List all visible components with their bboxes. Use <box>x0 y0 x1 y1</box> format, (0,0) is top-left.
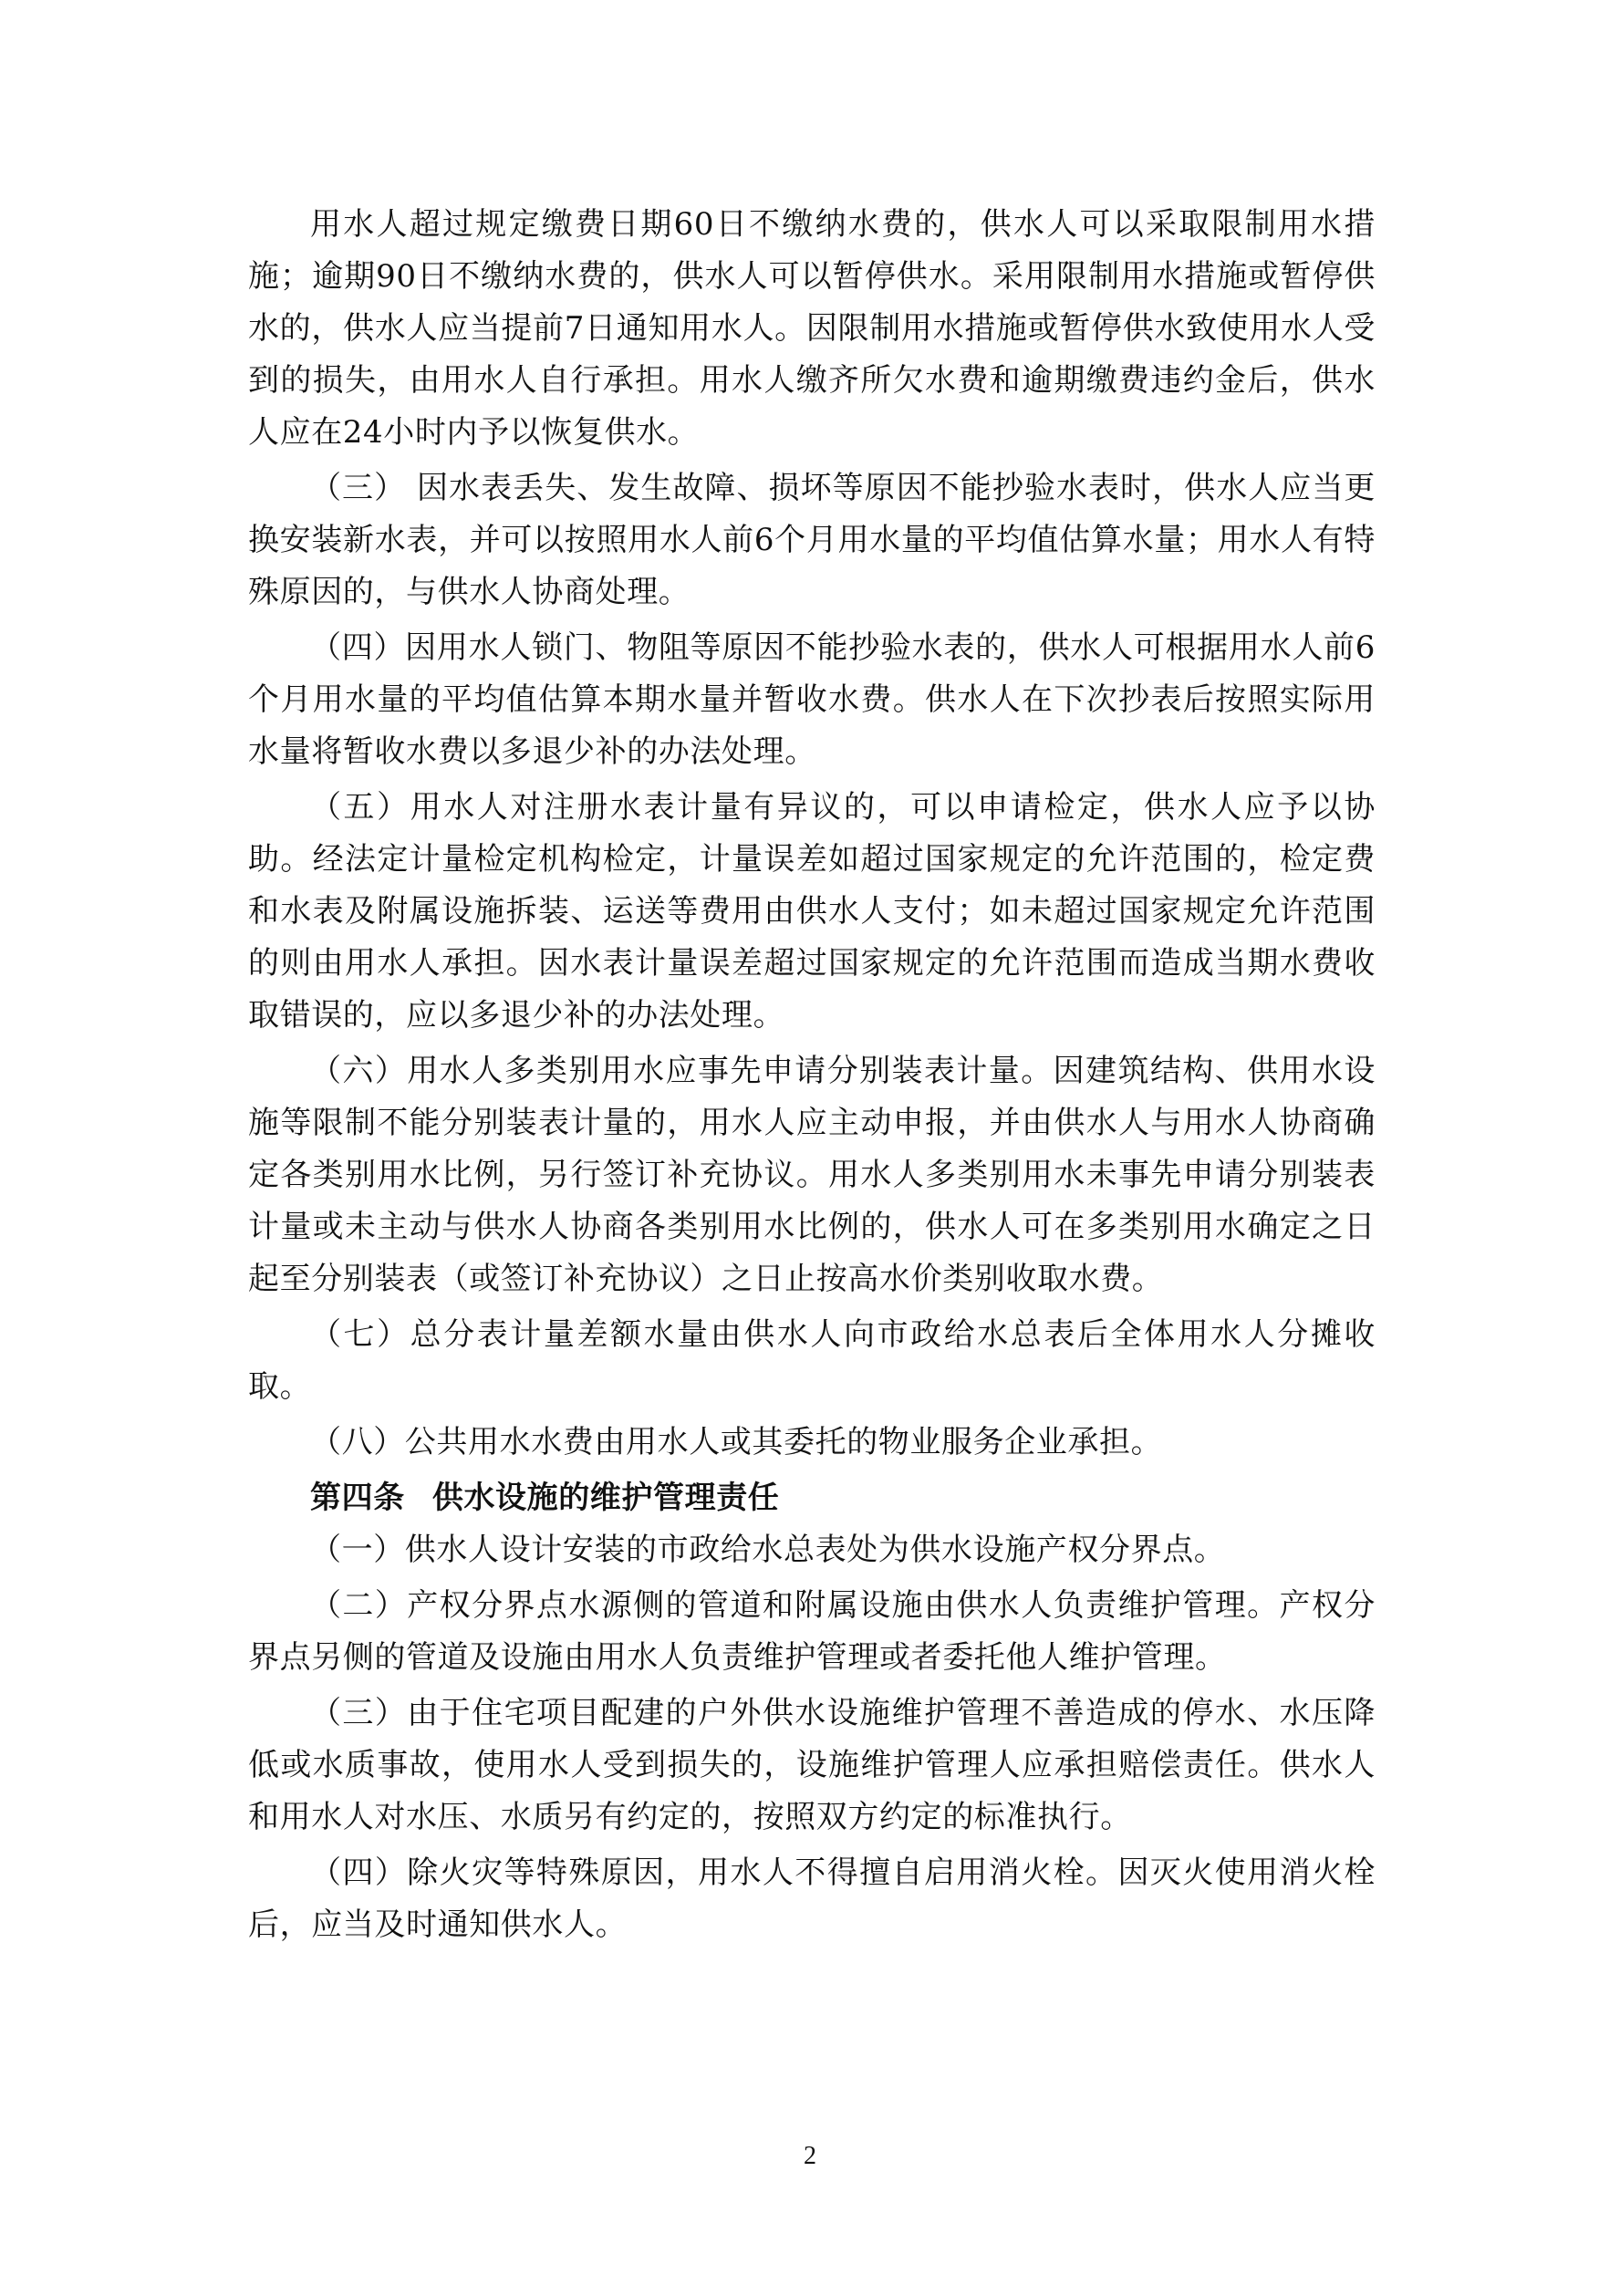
paragraph-clause-2-maintenance: （二）产权分界点水源侧的管道和附属设施由供水人负责维护管理。产权分界点另侧的管道及设施由用水人负责维护管理或者委托他人维护管理。 <box>248 1587 1376 1676</box>
article-title: 供水设施的维护管理责任 <box>431 1480 780 1516</box>
paragraph-clause-4-estimated-reading: （四）因用水人锁门、物阻等原因不能抄验水表的，供水人可根据用水人前6个月用水量的平均值估算本期水量并暂收水费。供水人在下次抄表后按照实际用水量将暂收水费以多退少补的办法处理。 <box>248 629 1376 770</box>
paragraph-clause-3-meter-replacement: （三） 因水表丢失、发生故障、损坏等原因不能抄验水表时，供水人应当更换安装新水表，并可以按照用水人前6个月用水量的平均值估算水量；用水人有特殊原因的，与供水人协商处理。 <box>248 470 1376 610</box>
paragraph-clause-3-liability: （三）由于住宅项目配建的户外供水设施维护管理不善造成的停水、水压降低或水质事故，使用水人受到损失的，设施维护管理人应承担赔偿责任。供水人和用水人对水压、水质另有约定的，按照双方约定的标准执行。 <box>248 1695 1376 1835</box>
paragraph-clause-8-public-water: （八）公共用水水费由用水人或其委托的物业服务企业承担。 <box>310 1424 1163 1460</box>
paragraph-clause-6-multi-category: （六）用水人多类别用水应事先申请分别装表计量。因建筑结构、供用水设施等限制不能分别装表计量的，用水人应主动申报，并由供水人与用水人协商确定各类别用水比例，另行签订补充协议。用水人多类别用水未事先申请分别装表计量或未主动与供水人协商各类别用水比例的，供水人可在多类别用水确定之日起至分别装表（或签订补充协议）之日止按高水价类别收取水费。 <box>248 1053 1376 1297</box>
article-number: 第四条 <box>310 1480 405 1516</box>
paragraph-clause-1-boundary: （一）供水人设计安装的市政给水总表处为供水设施产权分界点。 <box>310 1532 1226 1568</box>
paragraph-clause-5-meter-verification: （五）用水人对注册水表计量有异议的，可以申请检定，供水人应予以协助。经法定计量检定机构检定，计量误差如超过国家规定的允许范围的，检定费和水表及附属设施拆装、运送等费用由供水人支付；如未超过国家规定允许范围的则由用水人承担。因水表计量误差超过国家规定的允许范围而造成当期水费收取错误的，应以多退少补的办法处理。 <box>248 789 1376 1034</box>
paragraph-clause-7-meter-difference: （七）总分表计量差额水量由供水人向市政给水总表后全体用水人分摊收取。 <box>248 1316 1376 1405</box>
page-number: 2 <box>804 2142 816 2170</box>
paragraph-clause-4-fire-hydrant: （四）除火灾等特殊原因，用水人不得擅自启用消火栓。因灭火使用消火栓后，应当及时通知供水人。 <box>248 1854 1376 1943</box>
article-heading <box>248 1472 1376 1524</box>
document-body <box>248 199 1376 1955</box>
paragraph-overdue-fees: 用水人超过规定缴费日期60日不缴纳水费的，供水人可以采取限制用水措施；逾期90日不缴纳水费的，供水人可以暂停供水。采用限制用水措施或暂停供水的，供水人应当提前7日通知用水人。因限制用水措施或暂停供水致使用水人受到的损失，由用水人自行承担。用水人缴齐所欠水费和逾期缴费违约金后，供水人应在24小时内予以恢复供水。 <box>248 206 1376 451</box>
